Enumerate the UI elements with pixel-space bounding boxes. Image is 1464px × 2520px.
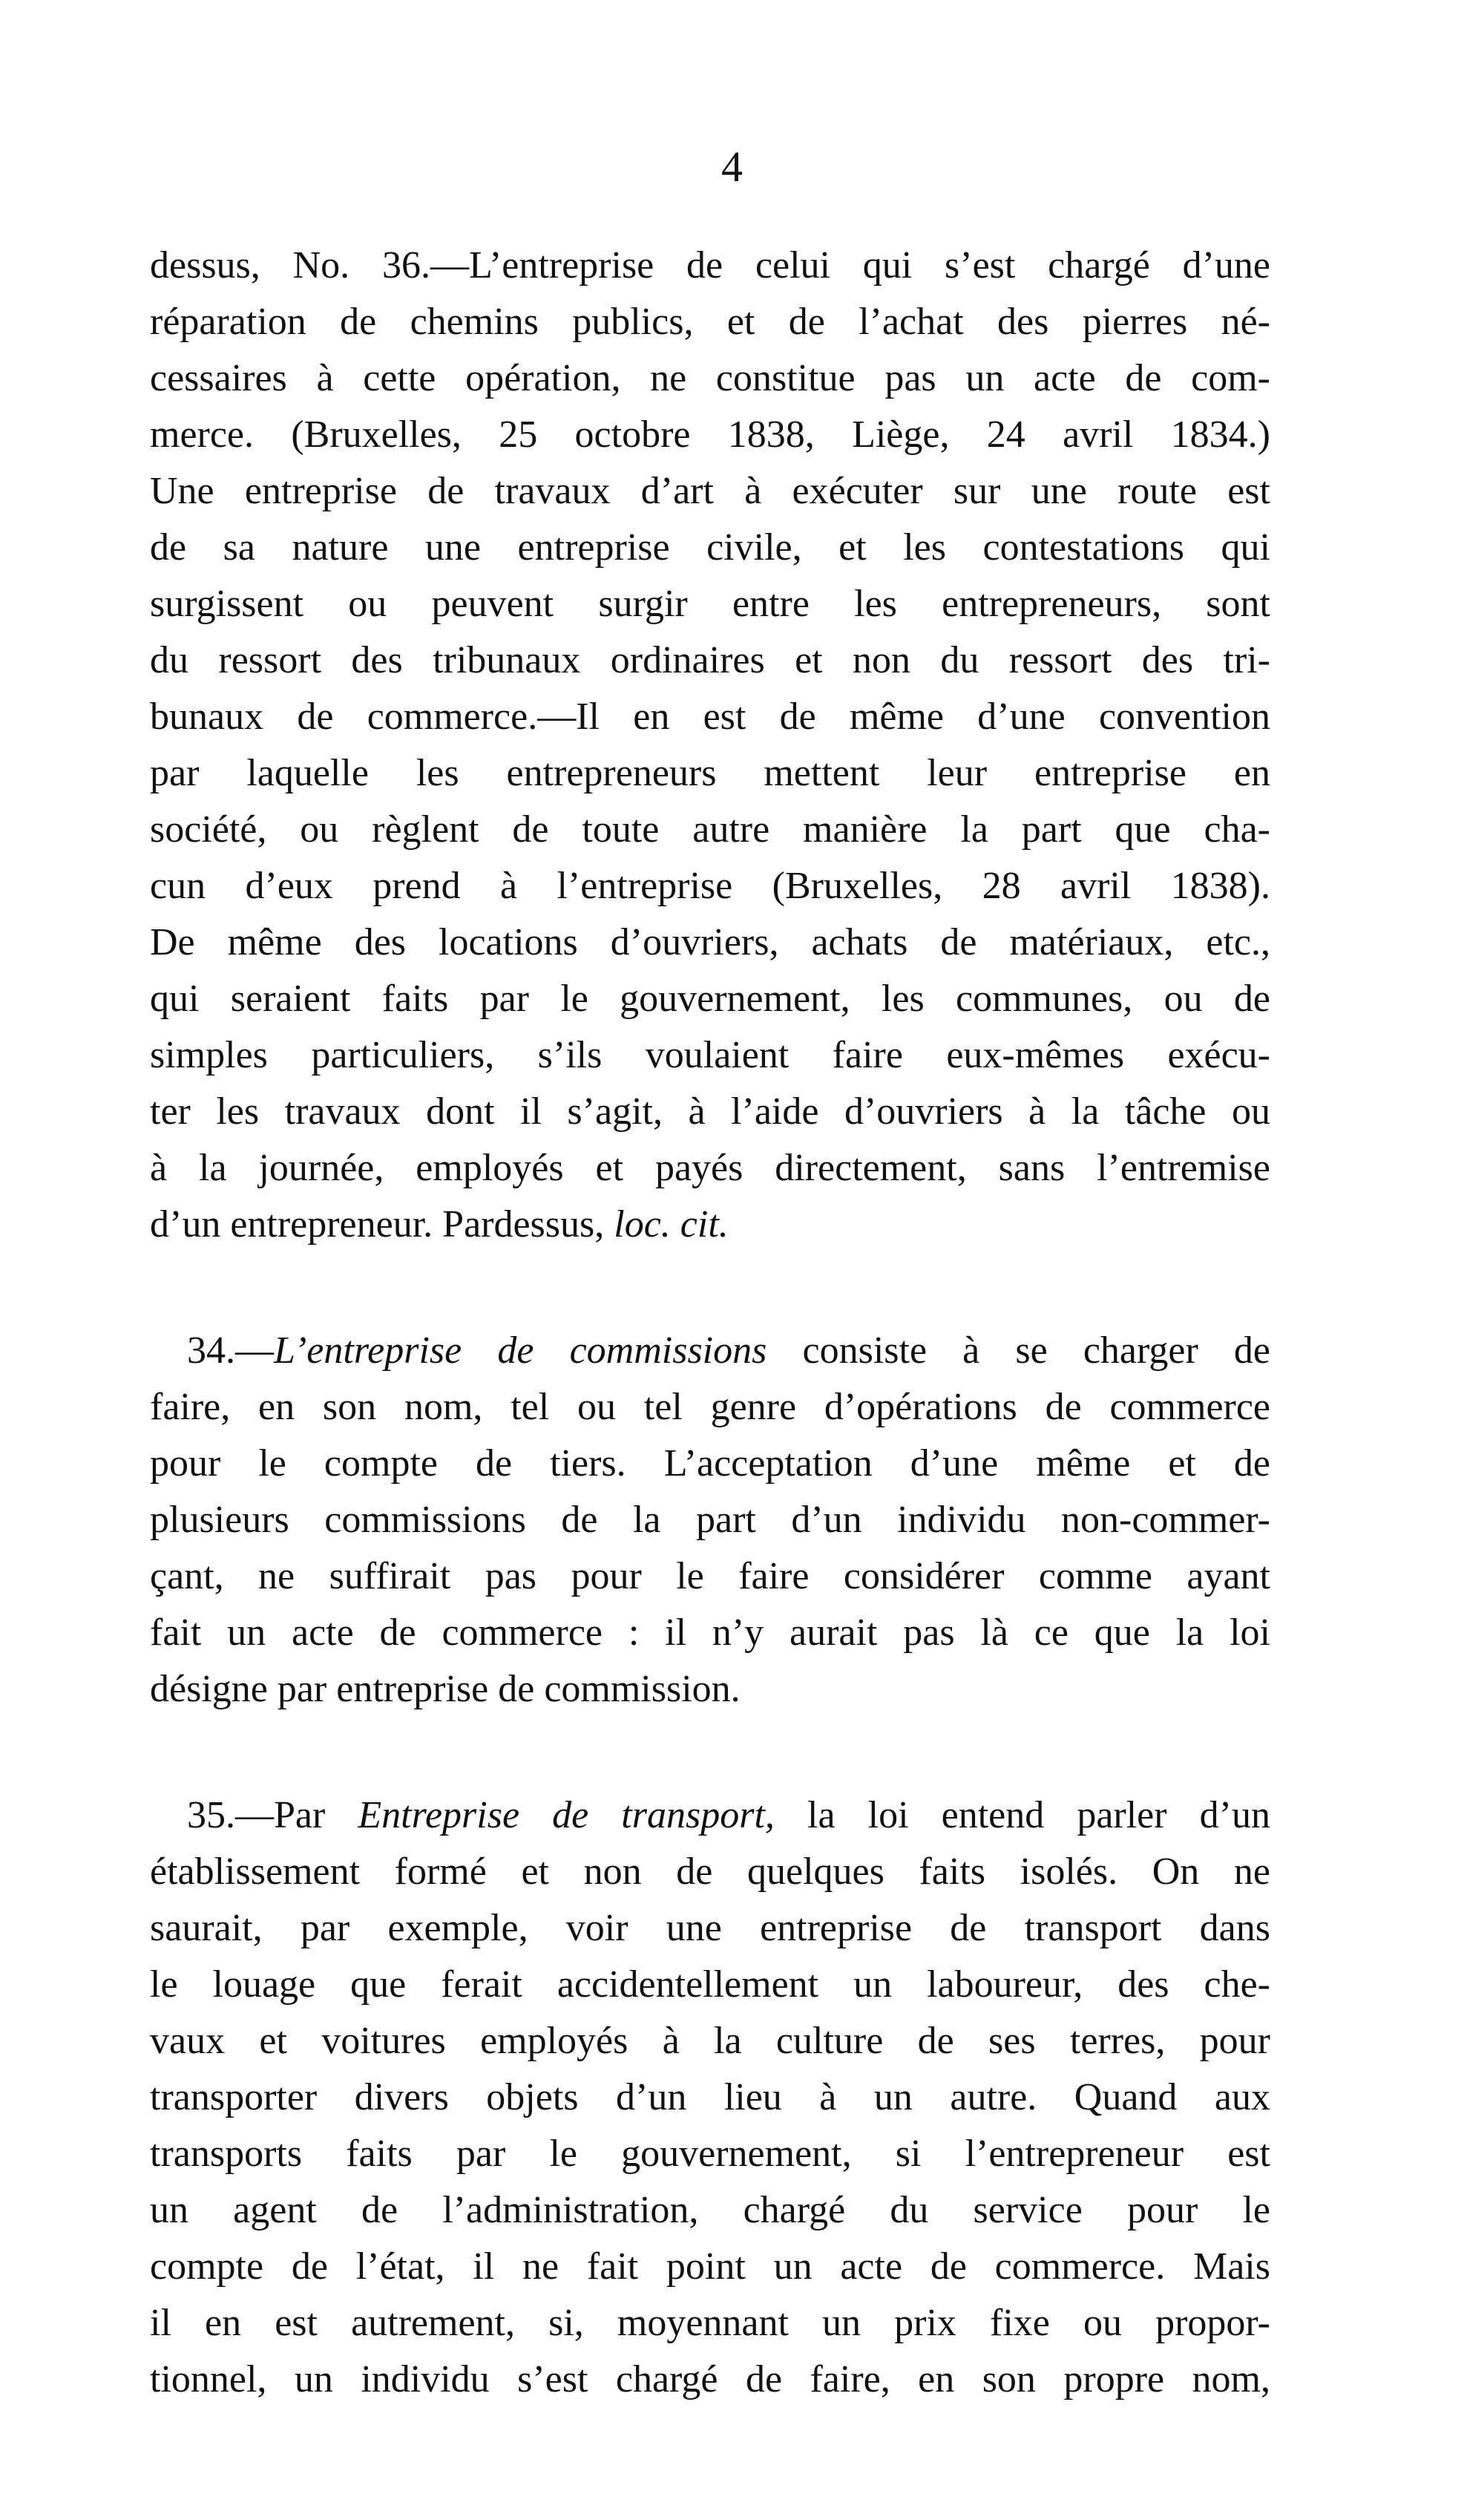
text-line: De même des locations d’ouvriers, achats de matériaux, etc.,	[150, 921, 1270, 963]
paragraph-number: 35.—Par	[187, 1794, 358, 1836]
text-line: un agent de l’administration, chargé du service pour le	[150, 2189, 1270, 2231]
text-line: ter les travaux dont il s’agit, à l’aide d’ouvriers à la tâche ou	[150, 1090, 1270, 1133]
text-line: société, ou règlent de toute autre manière la part que cha-	[150, 808, 1270, 851]
page-number: 4	[721, 143, 743, 191]
text-line: à la journée, employés et payés directement, sans l’entremise	[150, 1147, 1270, 1189]
term-italic: Entreprise de transport,	[358, 1794, 775, 1836]
paragraph-continuation	[150, 238, 1270, 1253]
text-line: dessus, No. 36.—L’entreprise de celui qui s’est chargé d’une	[150, 244, 1270, 287]
text-line: surgissent ou peuvent surgir entre les entrepreneurs, sont	[150, 583, 1270, 625]
text-segment: consiste à se charger de	[767, 1329, 1271, 1372]
text-line: de sa nature une entreprise civile, et les contestations qui	[150, 526, 1270, 569]
text-line: établissement formé et non de quelques faits isolés. On ne	[150, 1850, 1270, 1893]
text-line: faire, en son nom, tel ou tel genre d’opérations de commerce	[150, 1386, 1270, 1428]
text-line: réparation de chemins publics, et de l’achat des pierres né-	[150, 301, 1270, 343]
text-line: çant, ne suffirait pas pour le faire considérer comme ayant	[150, 1555, 1270, 1597]
term-italic: L’entreprise de commissions	[274, 1329, 767, 1372]
text-line-last	[150, 1197, 1270, 1253]
text-line: compte de l’état, il ne fait point un acte de commerce. Mais	[150, 2245, 1270, 2288]
text-line: par laquelle les entrepreneurs mettent leur entreprise en	[150, 752, 1270, 794]
citation-italic: loc. cit.	[614, 1203, 729, 1246]
text-line: bunaux de commerce.—Il en est de même d’une convention	[150, 696, 1270, 738]
text-line: cessaires à cette opération, ne constitue pas un acte de com-	[150, 357, 1270, 399]
paragraph-35	[150, 1787, 1270, 2408]
text-line: il en est autrement, si, moyennant un prix fixe ou propor-	[150, 2302, 1270, 2344]
text-segment: d’un entrepreneur. Pardessus,	[150, 1203, 614, 1246]
text-line: du ressort des tribunaux ordinaires et non du ressort des tri-	[150, 639, 1270, 681]
text-line: merce. (Bruxelles, 25 octobre 1838, Liège, 24 avril 1834.)	[150, 413, 1270, 456]
text-line: cun d’eux prend à l’entreprise (Bruxelles, 28 avril 1838).	[150, 865, 1270, 907]
text-line: simples particuliers, s’ils voulaient faire eux-mêmes exécu-	[150, 1034, 1270, 1076]
body-text	[150, 238, 1270, 2408]
text-line-first	[150, 1323, 1270, 1379]
paragraph-number: 34.—	[187, 1329, 274, 1372]
text-line: pour le compte de tiers. L’acceptation d’une même et de	[150, 1442, 1270, 1485]
text-line: transports faits par le gouvernement, si l’entrepreneur est	[150, 2133, 1270, 2175]
paragraph-34	[150, 1323, 1270, 1718]
text-line-first	[150, 1787, 1270, 1844]
text-line: le louage que ferait accidentellement un laboureur, des che-	[150, 1963, 1270, 2006]
text-line: saurait, par exemple, voir une entreprise de transport dans	[150, 1907, 1270, 1949]
text-line: vaux et voitures employés à la culture de ses terres, pour	[150, 2020, 1270, 2062]
text-line: tionnel, un individu s’est chargé de faire, en son propre nom,	[150, 2358, 1270, 2400]
text-line: fait un acte de commerce : il n’y aurait pas là ce que la loi	[150, 1611, 1270, 1654]
text-line: Une entreprise de travaux d’art à exécuter sur une route est	[150, 470, 1270, 512]
text-segment: la loi entend parler d’un	[774, 1794, 1270, 1836]
text-line: qui seraient faits par le gouvernement, les communes, ou de	[150, 978, 1270, 1020]
text-line: plusieurs commissions de la part d’un individu non-commer-	[150, 1499, 1270, 1541]
text-line-last: désigne par entreprise de commission.	[150, 1668, 741, 1710]
text-line: transporter divers objets d’un lieu à un autre. Quand aux	[150, 2076, 1270, 2118]
